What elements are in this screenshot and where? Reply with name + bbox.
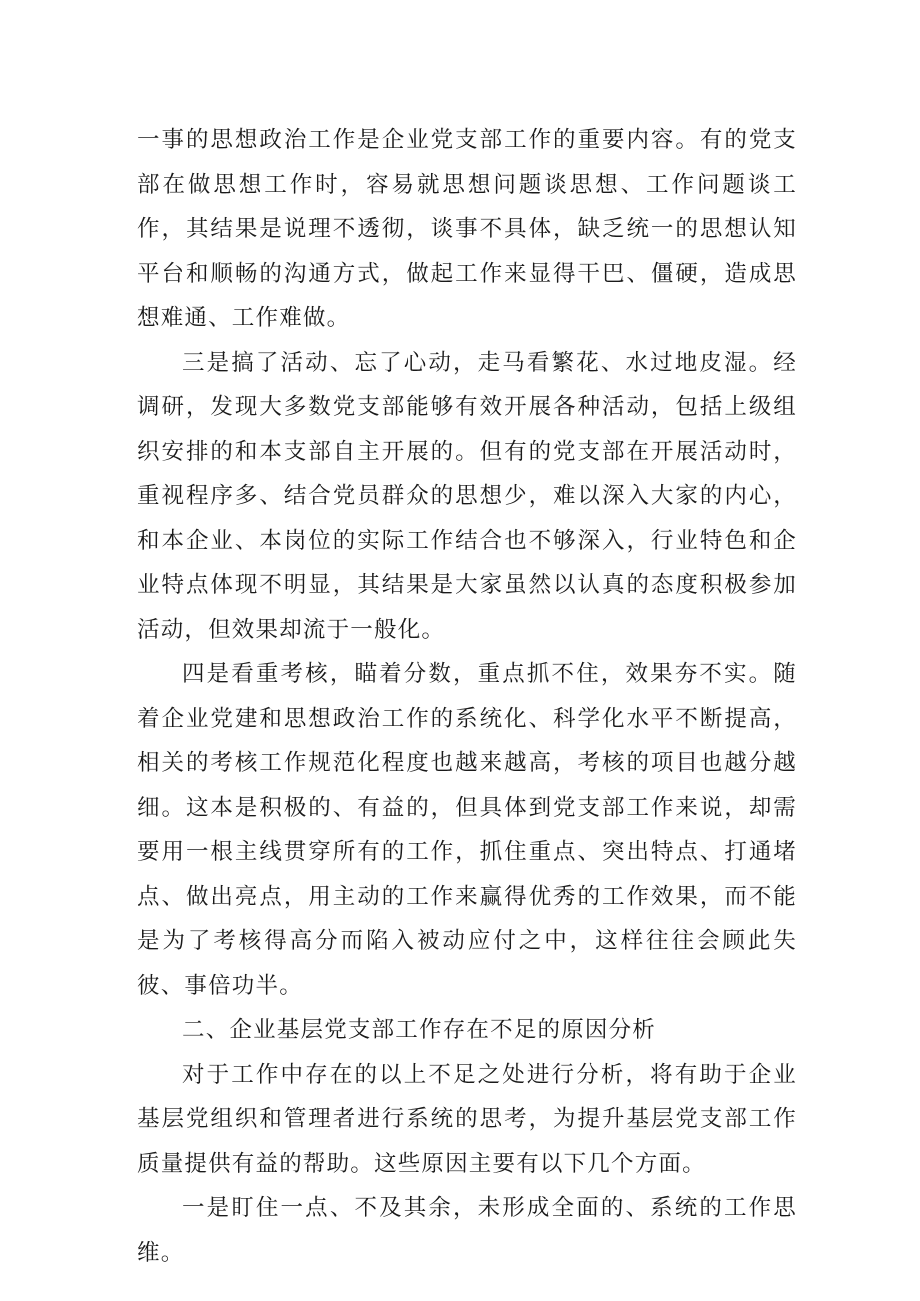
paragraph-point-four: 四是看重考核，瞄着分数，重点抓不住，效果夯不实。随着企业党建和思想政治工作的系统化、科学化水平不断提高，相关的考核工作规范化程度也越来越高，考核的项目也越分越细。这本是积极的、有益的，但具体到党支部工作来说，却需要用一根主线贯穿所有的工作，抓住重点、突出特点、打通堵点、做出亮点，用主动的工作来赢得优秀的工作效果，而不能是为了考核得高分而陷入被动应付之中，这样往往会顾此失彼、事倍功半。 (137, 661, 797, 999)
paragraph-point-three: 三是搞了活动、忘了心动，走马看繁花、水过地皮湿。经调研，发现大多数党支部能够有效开展各种活动，包括上级组织安排的和本支部自主开展的。但有的党支部在开展活动时，重视程序多、结合党员群众的思想少，难以深入大家的内心，和本企业、本岗位的实际工作结合也不够深入，行业特色和企业特点体现不明显，其结果是大家虽然以认真的态度积极参加活动，但效果却流于一般化。 (137, 349, 797, 643)
paragraph-continuation: 一事的思想政治工作是企业党支部工作的重要内容。有的党支部在做思想工作时，容易就思想问题谈思想、工作问题谈工作，其结果是说理不透彻，谈事不具体，缺乏统一的思想认知平台和顺畅的沟通方式，做起工作来显得干巴、僵硬，造成思想难通、工作难做。 (137, 127, 797, 331)
paragraph-reason-one: 一是盯住一点、不及其余，未形成全面的、系统的工作思维。 (137, 1195, 797, 1266)
document-body (137, 118, 797, 1275)
paragraph-section-intro: 对于工作中存在的以上不足之处进行分析，将有助于企业基层党组织和管理者进行系统的思考，为提升基层党支部工作质量提供有益的帮助。这些原因主要有以下几个方面。 (137, 1061, 797, 1177)
section-heading: 二、企业基层党支部工作存在不足的原因分析 (182, 1017, 657, 1043)
